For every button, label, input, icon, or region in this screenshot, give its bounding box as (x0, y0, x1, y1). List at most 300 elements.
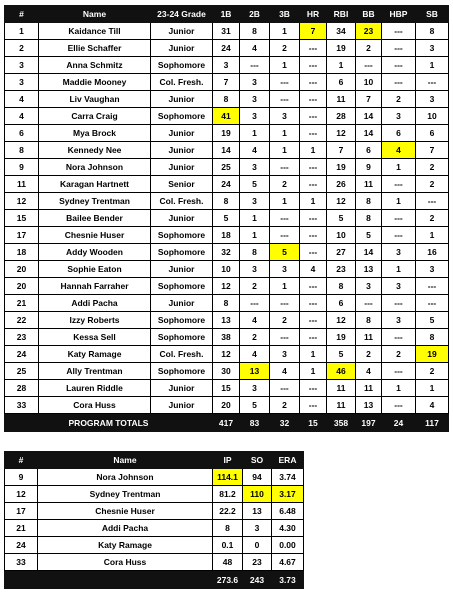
table-cell: 1 (416, 227, 449, 244)
table-cell: 12 (213, 278, 240, 295)
table-cell: 5 (327, 210, 356, 227)
table-row (5, 57, 449, 74)
table-cell: 25 (213, 159, 240, 176)
table-cell: --- (300, 210, 327, 227)
table-cell: 1 (270, 57, 300, 74)
totals-row (5, 571, 304, 589)
table-cell: 1 (416, 380, 449, 397)
table-cell: 3 (270, 261, 300, 278)
column-header: RBI (327, 6, 356, 23)
table-cell: Sydney Trentman (39, 193, 151, 210)
table-cell: 3 (240, 108, 270, 125)
table-cell: 6 (327, 74, 356, 91)
table-cell: 17 (5, 503, 38, 520)
table-cell: --- (382, 176, 416, 193)
table-cell: 8 (240, 23, 270, 40)
table-cell: 28 (5, 380, 39, 397)
table-cell: Sophomore (151, 108, 213, 125)
table-cell: --- (382, 397, 416, 414)
table-cell: Junior (151, 210, 213, 227)
table-cell: 1 (300, 346, 327, 363)
table-cell: 4 (300, 261, 327, 278)
table-cell: 1 (270, 193, 300, 210)
table-cell: --- (382, 210, 416, 227)
table-cell: --- (300, 278, 327, 295)
table-cell: Junior (151, 159, 213, 176)
table-cell: 19 (327, 329, 356, 346)
table-cell: Col. Fresh. (151, 346, 213, 363)
table-cell: 21 (5, 295, 39, 312)
table-row (5, 210, 449, 227)
table-cell: Nora Johnson (38, 469, 213, 486)
table-cell: 3 (213, 57, 240, 74)
table-cell: Sophomore (151, 363, 213, 380)
table-cell: 24 (213, 40, 240, 57)
table-cell: --- (416, 295, 449, 312)
table-cell: 2 (270, 397, 300, 414)
highlighted-cell: 23 (356, 23, 382, 40)
table-cell: 13 (213, 312, 240, 329)
table-cell: 9 (5, 159, 39, 176)
table-cell: 3 (240, 159, 270, 176)
table-cell: 5 (416, 312, 449, 329)
column-header: BB (356, 6, 382, 23)
table-cell: 24 (213, 176, 240, 193)
table-cell: 28 (327, 108, 356, 125)
totals-value: 417 (213, 414, 240, 432)
table-cell: 7 (416, 142, 449, 159)
table-cell: 6 (5, 125, 39, 142)
table-cell: 4 (240, 142, 270, 159)
highlighted-cell: 110 (243, 486, 272, 503)
column-header: HBP (382, 6, 416, 23)
table-cell: 5 (240, 397, 270, 414)
table-cell: 18 (5, 244, 39, 261)
table-cell: Maddie Mooney (39, 74, 151, 91)
table-cell: --- (270, 210, 300, 227)
table-cell: --- (300, 40, 327, 57)
table-cell: Addy Wooden (39, 244, 151, 261)
table-cell: 1 (240, 227, 270, 244)
table-cell: 8 (416, 23, 449, 40)
column-header: IP (213, 452, 243, 469)
totals-value: 358 (327, 414, 356, 432)
table-cell: Sophomore (151, 57, 213, 74)
table-cell: 10 (327, 227, 356, 244)
table-cell: 2 (416, 176, 449, 193)
table-row (5, 261, 449, 278)
table-cell: 6 (382, 125, 416, 142)
table-cell: --- (300, 380, 327, 397)
column-header: 2B (240, 6, 270, 23)
table-cell: 3 (240, 91, 270, 108)
table-cell: 8 (213, 295, 240, 312)
table-cell: 2 (356, 346, 382, 363)
table-cell: 2 (416, 363, 449, 380)
table-cell: 11 (327, 380, 356, 397)
table-cell: Bailee Bender (39, 210, 151, 227)
table-cell: --- (356, 57, 382, 74)
highlighted-cell: 5 (270, 244, 300, 261)
table-cell: Sophomore (151, 227, 213, 244)
table-cell: 3 (240, 261, 270, 278)
table-row (5, 520, 304, 537)
totals-value: 3.73 (272, 571, 304, 589)
table-cell: 14 (213, 142, 240, 159)
table-cell: --- (300, 227, 327, 244)
table-cell: 14 (356, 125, 382, 142)
table-cell: 12 (327, 125, 356, 142)
batting-body (5, 23, 449, 432)
totals-value: 273.6 (213, 571, 243, 589)
table-cell: 1 (270, 125, 300, 142)
table-cell: Sophomore (151, 312, 213, 329)
table-cell: 19 (213, 125, 240, 142)
table-cell: 14 (356, 244, 382, 261)
table-cell: 8 (213, 91, 240, 108)
table-row (5, 108, 449, 125)
table-cell: Katy Ramage (38, 537, 213, 554)
table-row (5, 74, 449, 91)
table-cell: Carra Craig (39, 108, 151, 125)
table-cell: 1 (300, 193, 327, 210)
table-cell: 5 (240, 176, 270, 193)
table-cell: 4 (240, 312, 270, 329)
table-cell: Chesnie Huser (38, 503, 213, 520)
table-cell: --- (382, 57, 416, 74)
table-cell: 2 (270, 40, 300, 57)
column-header: Name (38, 452, 213, 469)
table-cell: 23 (5, 329, 39, 346)
table-cell: 8 (356, 312, 382, 329)
table-cell: 2 (270, 312, 300, 329)
table-cell: 3 (356, 278, 382, 295)
table-cell: --- (270, 159, 300, 176)
table-row (5, 329, 449, 346)
table-cell: 1 (300, 363, 327, 380)
highlighted-cell: 13 (240, 363, 270, 380)
table-cell: --- (240, 295, 270, 312)
table-cell: 19 (327, 40, 356, 57)
table-cell: Sophomore (151, 244, 213, 261)
table-cell: 3 (243, 520, 272, 537)
table-row (5, 537, 304, 554)
table-cell: 8 (213, 520, 243, 537)
table-cell: --- (416, 278, 449, 295)
table-cell: Col. Fresh. (151, 74, 213, 91)
table-cell: Liv Vaughan (39, 91, 151, 108)
table-row (5, 278, 449, 295)
table-cell: 1 (416, 57, 449, 74)
table-cell: Junior (151, 380, 213, 397)
table-cell: 12 (5, 193, 39, 210)
table-cell: --- (270, 227, 300, 244)
table-cell: --- (382, 74, 416, 91)
table-cell: 33 (5, 554, 38, 571)
table-cell: 0 (243, 537, 272, 554)
table-row (5, 227, 449, 244)
table-cell: Hannah Farraher (39, 278, 151, 295)
table-cell: 1 (327, 57, 356, 74)
table-cell: 13 (356, 397, 382, 414)
table-row (5, 91, 449, 108)
table-cell: 1 (270, 278, 300, 295)
table-cell: Addi Pacha (38, 520, 213, 537)
table-cell: Sophomore (151, 278, 213, 295)
table-cell: 94 (243, 469, 272, 486)
table-cell: 11 (356, 329, 382, 346)
table-cell: 23 (243, 554, 272, 571)
table-cell: --- (356, 295, 382, 312)
table-cell: 4 (416, 397, 449, 414)
table-cell: Nora Johnson (39, 159, 151, 176)
table-row (5, 363, 449, 380)
column-header: ERA (272, 452, 304, 469)
table-cell: 8 (5, 142, 39, 159)
table-cell: --- (300, 312, 327, 329)
column-header: HR (300, 6, 327, 23)
table-cell: Kaidance Till (39, 23, 151, 40)
table-cell: 3 (5, 57, 39, 74)
table-cell: 3 (270, 108, 300, 125)
table-cell: Lauren Riddle (39, 380, 151, 397)
table-cell: 8 (213, 193, 240, 210)
table-cell: Mya Brock (39, 125, 151, 142)
table-cell: --- (300, 176, 327, 193)
table-cell: 12 (5, 486, 38, 503)
table-cell: Chesnie Huser (39, 227, 151, 244)
table-cell: 7 (213, 74, 240, 91)
table-cell: --- (416, 193, 449, 210)
table-cell: 0.1 (213, 537, 243, 554)
table-row (5, 125, 449, 142)
table-cell: 8 (356, 210, 382, 227)
highlighted-cell: 3.17 (272, 486, 304, 503)
table-cell: 8 (240, 244, 270, 261)
table-cell: Cora Huss (39, 397, 151, 414)
table-cell: --- (300, 108, 327, 125)
table-cell: 25 (5, 363, 39, 380)
table-cell: 22.2 (213, 503, 243, 520)
highlighted-cell: 19 (416, 346, 449, 363)
table-cell: Ellie Schaffer (39, 40, 151, 57)
table-cell: 3 (382, 108, 416, 125)
table-cell: Senior (151, 176, 213, 193)
table-cell: 81.2 (213, 486, 243, 503)
table-cell: Sydney Trentman (38, 486, 213, 503)
table-cell: 24 (5, 537, 38, 554)
batting-header-row (5, 6, 449, 23)
table-cell: 2 (382, 91, 416, 108)
totals-value: 197 (356, 414, 382, 432)
table-cell: Karagan Hartnett (39, 176, 151, 193)
table-cell: 24 (5, 346, 39, 363)
table-cell: 2 (5, 40, 39, 57)
table-cell: Junior (151, 142, 213, 159)
table-cell: 13 (356, 261, 382, 278)
column-header: 23-24 Grade (151, 6, 213, 23)
table-cell: 1 (240, 210, 270, 227)
table-cell: 2 (270, 176, 300, 193)
table-cell: 5 (327, 346, 356, 363)
table-row (5, 503, 304, 520)
table-cell: --- (300, 159, 327, 176)
table-cell: 3 (270, 346, 300, 363)
table-cell: --- (300, 57, 327, 74)
table-cell: 11 (5, 176, 39, 193)
highlighted-cell: 7 (300, 23, 327, 40)
table-cell: 1 (382, 193, 416, 210)
table-cell: 3 (416, 40, 449, 57)
table-cell: --- (382, 329, 416, 346)
table-cell: Cora Huss (38, 554, 213, 571)
batting-stats-table (4, 5, 449, 432)
table-cell: --- (270, 295, 300, 312)
table-cell: --- (416, 74, 449, 91)
table-cell: --- (382, 23, 416, 40)
table-row (5, 397, 449, 414)
totals-value: 117 (416, 414, 449, 432)
table-cell: 3 (5, 74, 39, 91)
table-cell: 3 (416, 91, 449, 108)
table-row (5, 346, 449, 363)
table-cell: 14 (356, 108, 382, 125)
table-cell: 10 (416, 108, 449, 125)
table-cell: 7 (327, 142, 356, 159)
table-cell: 16 (416, 244, 449, 261)
totals-value: 243 (243, 571, 272, 589)
table-cell: 12 (327, 193, 356, 210)
table-cell: 8 (356, 193, 382, 210)
table-cell: Ally Trentman (39, 363, 151, 380)
table-cell: 2 (240, 329, 270, 346)
table-cell: 3 (416, 261, 449, 278)
table-cell: 11 (327, 397, 356, 414)
table-cell: 20 (5, 278, 39, 295)
table-cell: 1 (382, 380, 416, 397)
table-cell: 1 (382, 159, 416, 176)
table-cell: 15 (213, 380, 240, 397)
table-cell: 4 (240, 346, 270, 363)
table-row (5, 23, 449, 40)
table-cell: 2 (416, 210, 449, 227)
table-cell: --- (382, 295, 416, 312)
table-cell: 0.00 (272, 537, 304, 554)
table-cell: 3.74 (272, 469, 304, 486)
table-cell: 3 (240, 193, 270, 210)
table-cell: --- (270, 74, 300, 91)
table-cell: 11 (327, 91, 356, 108)
table-cell: --- (300, 244, 327, 261)
table-cell: 8 (327, 278, 356, 295)
table-row (5, 40, 449, 57)
table-cell: 1 (382, 261, 416, 278)
table-cell: 9 (356, 159, 382, 176)
table-cell: --- (382, 363, 416, 380)
table-cell: 5 (356, 227, 382, 244)
pitching-stats-table (4, 451, 304, 589)
totals-value: 32 (270, 414, 300, 432)
table-cell: 6 (327, 295, 356, 312)
table-row (5, 244, 449, 261)
table-cell: Kennedy Nee (39, 142, 151, 159)
column-header: SB (416, 6, 449, 23)
table-cell: 2 (240, 278, 270, 295)
table-cell: 18 (213, 227, 240, 244)
column-header: # (5, 6, 39, 23)
table-cell: 13 (243, 503, 272, 520)
table-cell: --- (270, 380, 300, 397)
table-cell: 4 (5, 91, 39, 108)
table-cell: 48 (213, 554, 243, 571)
table-cell: Col. Fresh. (151, 193, 213, 210)
highlighted-cell: 41 (213, 108, 240, 125)
table-row (5, 312, 449, 329)
pitching-header-row (5, 452, 304, 469)
table-cell: Junior (151, 261, 213, 278)
table-row (5, 193, 449, 210)
table-row (5, 176, 449, 193)
table-cell: Anna Schmitz (39, 57, 151, 74)
table-cell: 32 (213, 244, 240, 261)
table-cell: --- (382, 227, 416, 244)
table-cell: 4 (356, 363, 382, 380)
table-cell: --- (382, 40, 416, 57)
table-cell: --- (300, 91, 327, 108)
table-cell: 8 (416, 329, 449, 346)
table-row (5, 554, 304, 571)
pitching-body (5, 469, 304, 589)
totals-value: 24 (382, 414, 416, 432)
table-cell: Kessa Sell (39, 329, 151, 346)
highlighted-cell: 4 (382, 142, 416, 159)
table-cell: 26 (327, 176, 356, 193)
table-cell: --- (300, 125, 327, 142)
highlighted-cell: 114.1 (213, 469, 243, 486)
table-cell: 3 (382, 278, 416, 295)
table-cell: 4 (270, 363, 300, 380)
table-cell: 1 (240, 125, 270, 142)
table-cell: 17 (5, 227, 39, 244)
table-cell: Katy Ramage (39, 346, 151, 363)
table-cell: --- (300, 295, 327, 312)
table-cell: 4.67 (272, 554, 304, 571)
table-cell: --- (240, 57, 270, 74)
totals-spacer (5, 571, 213, 589)
table-cell: 1 (270, 142, 300, 159)
table-cell: 11 (356, 176, 382, 193)
table-cell: 15 (5, 210, 39, 227)
table-row (5, 486, 304, 503)
column-header: 3B (270, 6, 300, 23)
totals-value: 15 (300, 414, 327, 432)
table-cell: Addi Pacha (39, 295, 151, 312)
table-cell: 2 (382, 346, 416, 363)
table-cell: 1 (300, 142, 327, 159)
table-cell: 4 (5, 108, 39, 125)
table-cell: 20 (5, 261, 39, 278)
table-cell: Junior (151, 23, 213, 40)
totals-row (5, 414, 449, 432)
table-cell: --- (300, 397, 327, 414)
table-cell: 19 (327, 159, 356, 176)
column-header: Name (39, 6, 151, 23)
table-cell: 7 (356, 91, 382, 108)
table-cell: 34 (327, 23, 356, 40)
table-cell: 2 (416, 159, 449, 176)
table-cell: 3 (382, 312, 416, 329)
table-cell: Izzy Roberts (39, 312, 151, 329)
